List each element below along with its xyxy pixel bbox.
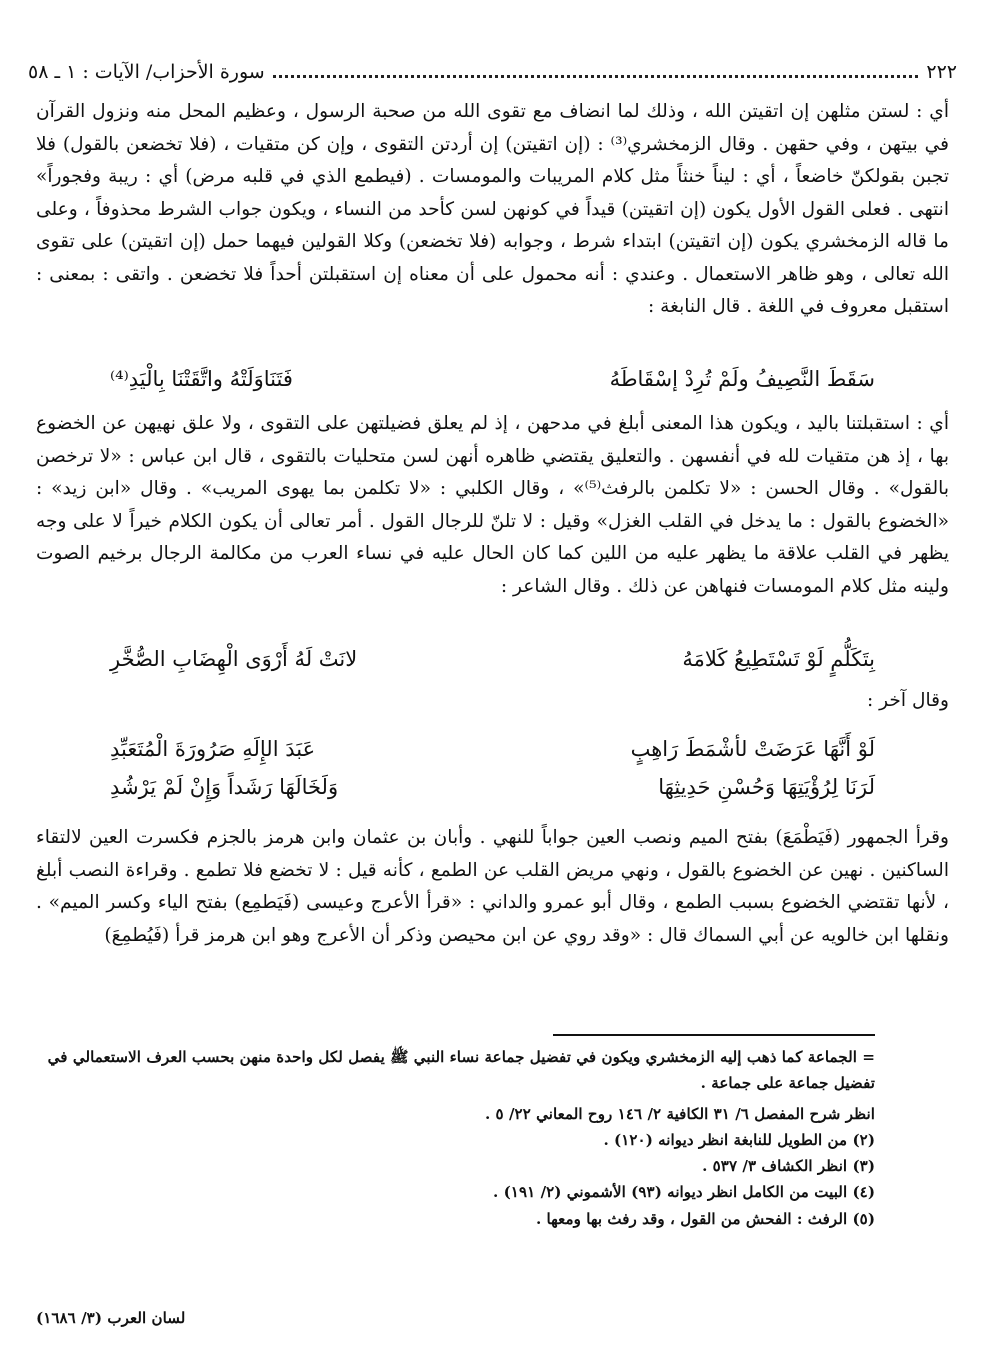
verse-line [110,734,875,764]
verse-hemistich-first: بِتَكَلُّمٍ لَوْ تَسْتَطِيعُ كَلامَهُ [682,647,875,671]
paragraph-2 [36,408,949,603]
verse-line [110,772,875,802]
paragraph-text: أي : استقبلتنا باليد ، ويكون هذا المعنى أبلغ في مدحهن ، إذ لم يعلق فضيلتهن على التقوى ، ولا علق نهيهن عن الخضوع بها ، إذ هن متقيات لله في أنفسهن . والتعليق يقتضي ظاهره أنهن لسن متحليات بالتقوى ، قال ابن عباس : «لا ترخصن بالقول» . وقال الحسن : «لا تكلمن بالرفث⁽⁵⁾» ، وقال الكلبي : «لا تكلمن بما يهوى المريب» . وقال «ابن زيد» : «الخضوع بالقول : ما يدخل في القلب الغزل» وقيل : لا تلنّ للرجال القول . أمر تعالى أن يكون الكلام خيراً لا على وجه يظهر في القلب علاقة ما يظهر عليه من اللين كما كان الحال عليه في نساء العرب من مكالمة الرجال برخيم الصوت ولينه مثل كلام المومسات فنهاهن عن ذلك . وقال الشاعر : [36,413,950,597]
verse-hemistich-first: لَرَنَا لِرُؤْيَتِهَا وَحُسْنِ حَدِيثِهَا [658,775,875,799]
footnotes [36,1044,875,1232]
verse-hemistich-second: عَبَدَ الإِلَهِ صَرُورَةَ الْمُتَعَبِّدِ [110,737,316,761]
verse-intro-text: وقال آخر : [866,690,949,711]
paragraph-4 [36,822,949,952]
running-title: سورة الأحزاب/ الآيات : ١ ـ ٥٨ [28,61,265,83]
footnote-continuation: = الجماعة كما ذهب إليه الزمخشري ويكون في تفضيل جماعة نساء النبي ﷺ يفصل لكل واحدة منهن بحسب العرف الاستعمالي في تفضيل جماعة على جماعة . [47,1048,875,1093]
footnote-5: (٥) الرفث : الفحش من القول ، وقد رفث بها ومعها . [535,1209,875,1228]
footnote-divider [553,1034,875,1036]
verse-intro [36,686,949,716]
verse-hemistich-second: فَتَنَاوَلَتْهُ واتَّقَتْنَا بِالْيَدِ⁽⁴⁾ [110,367,293,391]
verse-line [110,364,875,394]
verse-hemistich-second: وَلَخَالَهَا رَشَداً وَإِنْ لَمْ يَرْشُدِ [110,775,339,799]
footnote-reference: انظر شرح المفصل ٦/ ٣١ الكافية ٢/ ١٤٦ روح المعاني ٢٢/ ٥ . [484,1104,875,1123]
page-number: ٢٢٢ [926,61,957,83]
paragraph-text: أي : لستن مثلهن إن اتقيتن الله ، وذلك لما انضاف مع تقوى الله من صحبة الرسول ، وعظيم المحل منه ونزول القرآن في بيتهن ، وفي حقهن . وقال الزمخشري⁽³⁾ : (إن اتقيتن) إن أردتن التقوى ، وإن كن متقيات ، (فلا تخضعن بالقول) فلا تجبن بقولكنّ خاضعاً ، أي : ليناً خنثاً مثل كلام المريبات والمومسات . (فيطمع الذي في قلبه مرض) أي : ريبة وفجوراً» انتهى . فعلى القول الأول يكون (إن اتقيتن) قيداً في كونهن لسن كأحد من النساء ، ويكون جواب الشرط محذوفاً ، وعلى ما قاله الزمخشري يكون (إن اتقيتن) ابتداء شرط ، وجوابه (فلا تخضعن) وكلا القولين فيهما حمل (إن اتقيتن) على تقوى الله تعالى ، وهو ظاهر الاستعمال . وعندي : أنه محمول على أن معناه إن استقبلتن أحداً فلا تخضعن . واتقى : بمعنى : استقبل معروف في اللغة . قال النابغة : [36,101,949,317]
footnote-overflow: لسان العرب (٣/ ١٦٨٦) [36,1309,186,1327]
verse-line [110,644,875,674]
verse-hemistich-first: لَوْ أَنَّهَا عَرَضَتْ لأشْمَطَ رَاهِبٍ [630,737,875,761]
verse-hemistich-second: لانَتْ لَهُ أَرْوَى الْهِضَابِ الصُّخَّرِ [110,647,358,671]
footnote-3: (٣) انظر الكشاف ٣/ ٥٣٧ . [702,1157,875,1176]
page-header [28,52,957,92]
verse-hemistich-first: سَقَطَ النَّصِيفُ ولَمْ تُرِدْ إسْقَاطَهُ [609,367,875,391]
header-dot-leader [273,75,919,78]
paragraph-1 [36,96,949,324]
footnote-4: (٤) البيت من الكامل انظر ديوانه (٩٣) الأشموني (٢/ ١٩١) . [493,1183,875,1202]
paragraph-text: وقرأ الجمهور (فَيَطْمَعَ) بفتح الميم ونصب العين جواباً للنهي . وأبان بن عثمان وابن هرمز بالجزم فكسرت العين لالتقاء الساكنين . نهين عن الخضوع بالقول ، ونهي مريض القلب عن الطمع ، كأنه قيل : لا تخضع فلا تطمع . وقراءة النصب أبلغ ، لأنها تقتضي الخضوع بسبب الطمع ، وقال أبو عمرو والداني : «قرأ الأعرج وعيسى (فَيَطمِع) بفتح الياء وكسر الميم» . ونقلها ابن خالويه عن أبي السماك قال : «وقد روي عن ابن محيصن وذكر أن الأعرج وهو ابن هرمز قرأ (فَيُطمِعَ) [36,827,949,946]
footnote-2: (٢) من الطويل للنابغة انظر ديوانه (١٢٠) . [603,1130,875,1149]
